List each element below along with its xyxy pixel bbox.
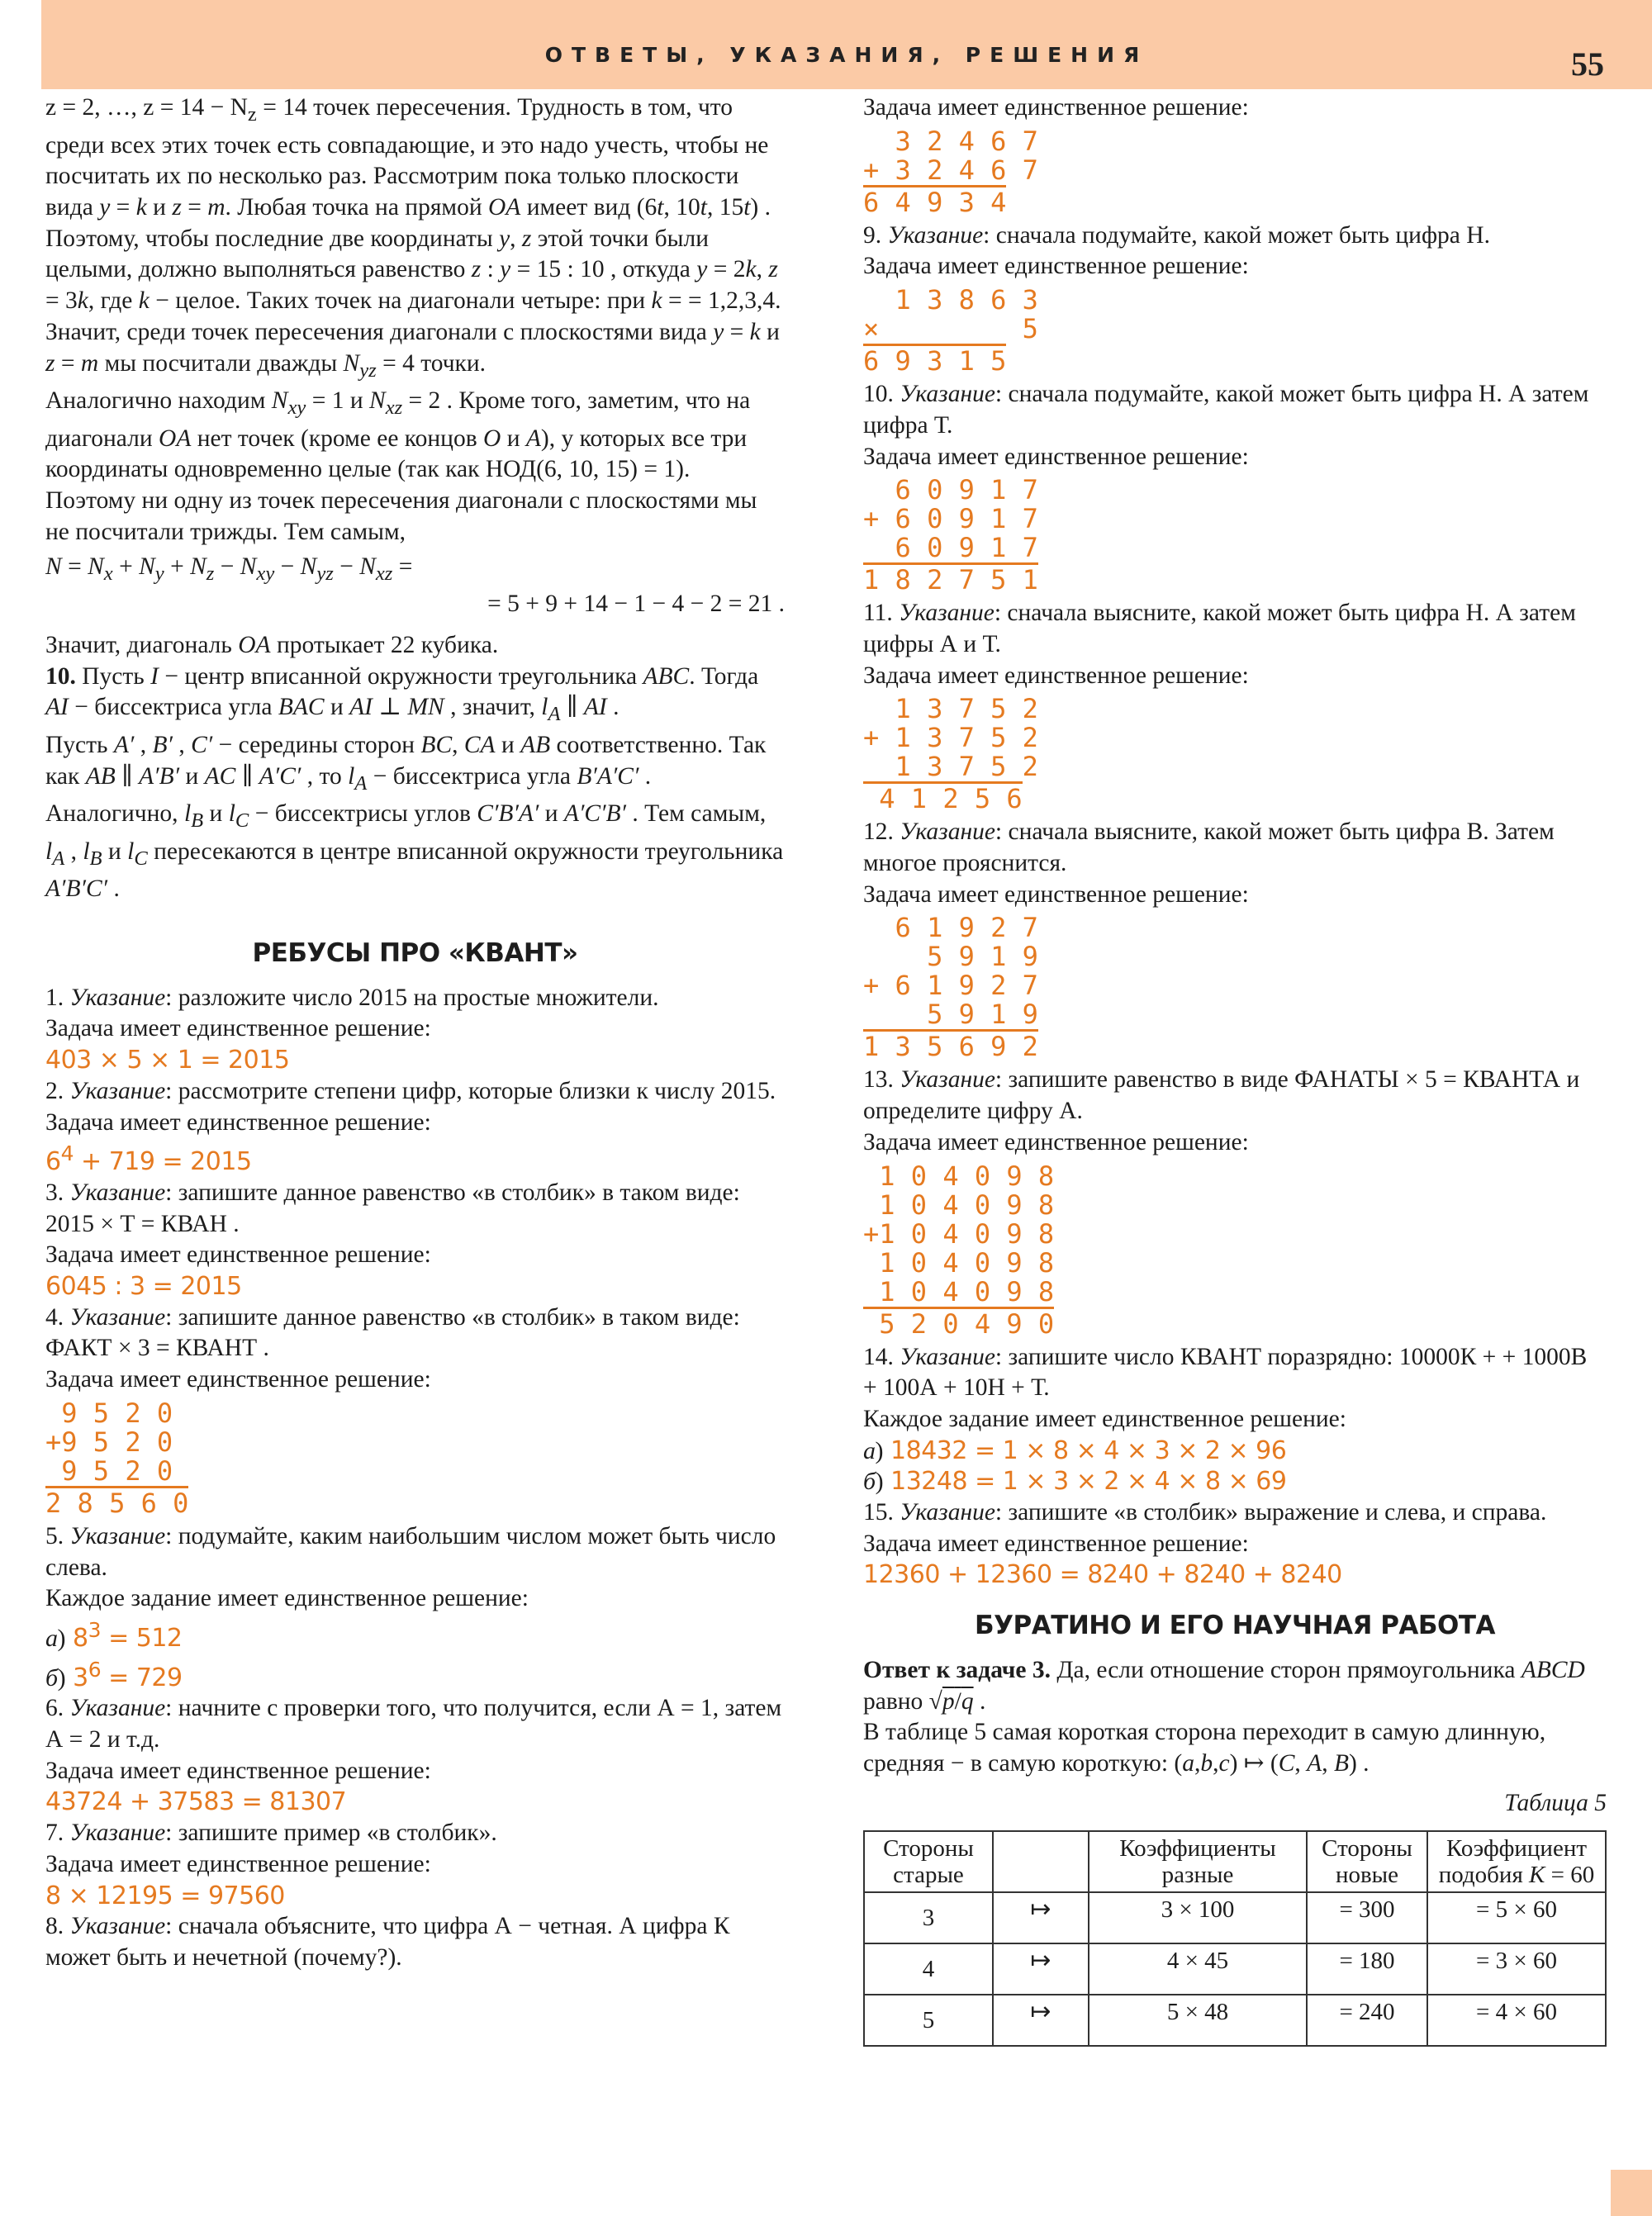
hint: 11. Указание: сначала выясните, какой может быть цифра Н. А затем цифры А и Т. [863, 600, 1576, 657]
solution-label: Задача имеет единственное решение: [863, 1128, 1249, 1155]
maps-to-icon: ↦ [993, 1995, 1089, 2046]
formula-line-1: $N = N_x + N_y + N_z - N_{xy} - N_{yz} - N_{xz}$ = [45, 553, 413, 585]
solution-label: Задача имеет единственное решение: [45, 1108, 431, 1136]
paragraph: В таблице 5 самая короткая сторона переходит в самую длинную, средняя − в самую короткую: (a,b,c) ↦ (C, A, B) . [863, 1719, 1546, 1777]
table-caption: Таблица 5 [1504, 1789, 1607, 1816]
side-tab [1611, 2170, 1652, 2216]
hint: 5. Указание: подумайте, каким наибольшим числом может быть число слева. [45, 1522, 776, 1581]
answer: а) 18432 = 1 × 8 × 4 × 3 × 2 × 96 [863, 1435, 1287, 1465]
hint: 14. Указание: запишите число КВАНТ поразрядно: 10000К + + 1000В + 100А + 10Н + Т. [863, 1343, 1588, 1402]
answer: б) $3^6 = 729$ [45, 1657, 183, 1692]
column-product: 1 3 8 6 3 × 5 6 9 3 1 5 [863, 284, 1038, 377]
table-row: 4 ↦ 4 × 45 = 180 = 3 × 60 [864, 1943, 1606, 1995]
hint: 7. Указание: запишите пример «в столбик». [45, 1820, 497, 1847]
column-sum: 1 3 7 5 2 + 1 3 7 5 2 1 3 7 5 2 4 1 2 5 6 [863, 693, 1038, 815]
column-sum: 1 0 4 0 9 8 1 0 4 0 9 8 +1 0 4 0 9 8 1 0 4 0 9 8 1 0 4 0 9 8 5 2 0 4 9 0 [863, 1160, 1055, 1340]
solution-label: Задача имеет единственное решение: [863, 94, 1249, 121]
paragraph: Значит, диагональ OA протыкает 22 кубика. [45, 631, 499, 658]
maps-to-icon: ↦ [993, 1892, 1089, 1943]
hint: 2. Указание: рассмотрите степени цифр, которые близки к числу 2015. [45, 1077, 776, 1104]
hint: 10. Указание: сначала подумайте, какой может быть цифра Н. А затем цифра Т. [863, 381, 1589, 439]
table-header-cell [993, 1831, 1089, 1892]
solution-label: Задача имеет единственное решение: [863, 253, 1249, 280]
solution-label: Задача имеет единственное решение: [45, 1850, 431, 1877]
hint: 6. Указание: начните с проверки того, что получится, если А = 1, затем А = 2 и т.д. [45, 1695, 782, 1753]
paragraph: 10. Пусть I − центр вписанной окружности треугольника ABC. Тогда AI − биссектриса угла BAC и AI ⊥ MN , значит, $l_A$ ∥ AI . [45, 662, 759, 726]
solution-label: Задача имеет единственное решение: [45, 1241, 431, 1269]
solution-label: Каждое задание имеет единственное решение: [863, 1405, 1346, 1432]
answer: а) $8^3 = 512$ [45, 1617, 183, 1653]
paragraph: z = 2, …, $z = 14 - N_z = 14$ точек пересечения. Трудность в том, что среди всех этих точек есть совпадающие, и это надо учесть, чтобы не посчитать их по несколько раз. Рассмотрим пока только плоскости вида y = k и z = m. Любая точка на прямой OA имеет вид (6t, 10t, 15t) . Поэтому, чтобы последние две координаты y, z этой точки были целыми, должно выполняться равенство z : y = 15 : 10 , откуда y = 2k, z = 3k, где k − целое. Таких точек на диагонали четыре: при k = = 1,2,3,4. Значит, среди точек пересечения диагонали с плоскостями вида y = k и z = m мы посчитали дважды $N_{yz} = 4$ точки. [45, 94, 781, 382]
left-column [45, 93, 785, 1974]
paragraph: Ответ к задаче 3. Да, если отношение сторон прямоугольника ABCD равно √p/q . [863, 1656, 1585, 1715]
formula-line-2: = 5 + 9 + 14 − 1 − 4 − 2 = 21 . [487, 591, 785, 618]
hint: 4. Указание: запишите данное равенство «в столбик» в таком виде: ФАКТ × 3 = КВАНТ . [45, 1303, 740, 1362]
table-header-row [864, 1831, 1606, 1892]
table-header-cell: Коэффициенты разные [1089, 1831, 1307, 1892]
hint: 9. Указание: сначала подумайте, какой может быть цифра Н. [863, 221, 1490, 249]
section-title: ОТВЕТЫ, УКАЗАНИЯ, РЕШЕНИЯ [544, 43, 1149, 67]
answer: 43724 + 37583 = 81307 [45, 1787, 347, 1817]
hint: 15. Указание: запишите «в столбик» выражение и слева, и справа. [863, 1499, 1547, 1526]
solution-label: Задача имеет единственное решение: [45, 1015, 431, 1042]
answer: $6^4 + 719 = 2015$ [45, 1141, 252, 1177]
table-5 [863, 1830, 1607, 2047]
table-row: 5 ↦ 5 × 48 = 240 = 4 × 60 [864, 1995, 1606, 2046]
solution-label: Задача имеет единственное решение: [863, 443, 1249, 470]
solution-label: Задача имеет единственное решение: [863, 1530, 1249, 1557]
column-sum: 9 5 2 0 +9 5 2 0 9 5 2 0 2 8 5 6 0 [45, 1397, 189, 1519]
hint: 8. Указание: сначала объясните, что цифра А − четная. А цифра К может быть и нечетной (почему?). [45, 1913, 730, 1971]
paragraph: Пусть A′ , B′ , C′ − середины сторон BC, CA и AB соответственно. Так как AB ∥ A′B′ и AC ∥ A′C′ , то $l_A$ − биссектриса угла B′A′C′ . Аналогично, $l_B$ и $l_C$ − биссектрисы углов C′B′A′ и A′C′B′ . Тем самым, $l_A$ , $l_B$ и $l_C$ пересекаются в центре вписанной окружности треугольника A′B′C′ . [45, 731, 784, 903]
answer: 8 × 12195 = 97560 [45, 1881, 285, 1910]
solution-label: Каждое задание имеет единственное решение: [45, 1585, 529, 1612]
table-header-cell: Стороны новые [1307, 1831, 1427, 1892]
column-sum: 6 0 9 1 7 + 6 0 9 1 7 6 0 9 1 7 1 8 2 7 5 1 [863, 474, 1038, 596]
solution-label: Задача имеет единственное решение: [45, 1366, 431, 1393]
answer: 12360 + 12360 = 8240 + 8240 + 8240 [863, 1560, 1342, 1590]
answer: б) 13248 = 1 × 3 × 2 × 4 × 8 × 69 [863, 1467, 1287, 1497]
buratino-heading: БУРАТИНО И ЕГО НАУЧНАЯ РАБОТА [974, 1611, 1496, 1641]
answer: 403 × 5 × 1 = 2015 [45, 1046, 290, 1075]
maps-to-icon: ↦ [993, 1943, 1089, 1995]
column-sum: 6 1 9 2 7 5 9 1 9 + 6 1 9 2 7 5 9 1 9 1 3 5 6 9 2 [863, 912, 1038, 1063]
hint: 3. Указание: запишите данное равенство «в столбик» в таком виде: 2015 × Т = КВАН . [45, 1179, 740, 1237]
table-header-cell: Коэффициент подобия K = 60 [1427, 1831, 1606, 1892]
hint: 13. Указание: запишите равенство в виде ФАНАТЫ × 5 = КВАНТА и определите цифру А. [863, 1066, 1580, 1125]
paragraph: Аналогично находим $N_{xy} = 1$ и $N_{xz} = 2$ . Кроме того, заметим, что на диагонали OA нет точек (кроме ее концов O и A), у которых все три координаты одновременно целые (так как НОД(6, 10, 15) = 1). Поэтому ни одну из точек пересечения диагонали с плоскостями мы не посчитали трижды. Тем самым, [45, 387, 757, 545]
table-row: 3 ↦ 3 × 100 = 300 = 5 × 60 [864, 1892, 1606, 1943]
right-column [863, 93, 1607, 2047]
rebus-heading: РЕБУСЫ ПРО «КВАНТ» [252, 938, 578, 968]
page-number: 55 [1571, 45, 1604, 83]
answer: 6045 : 3 = 2015 [45, 1272, 242, 1302]
solution-label: Задача имеет единственное решение: [863, 662, 1249, 689]
solution-label: Задача имеет единственное решение: [863, 880, 1249, 908]
solution-label: Задача имеет единственное решение: [45, 1757, 431, 1784]
table-header-cell: Стороны старые [864, 1831, 993, 1892]
hint: 1. Указание: разложите число 2015 на простые множители. [45, 984, 659, 1011]
column-sum: 3 2 4 6 7 + 3 2 4 6 7 6 4 9 3 4 [863, 125, 1038, 218]
hint: 12. Указание: сначала выясните, какой может быть цифра В. Затем многое прояснится. [863, 819, 1555, 877]
header-band [41, 0, 1652, 89]
